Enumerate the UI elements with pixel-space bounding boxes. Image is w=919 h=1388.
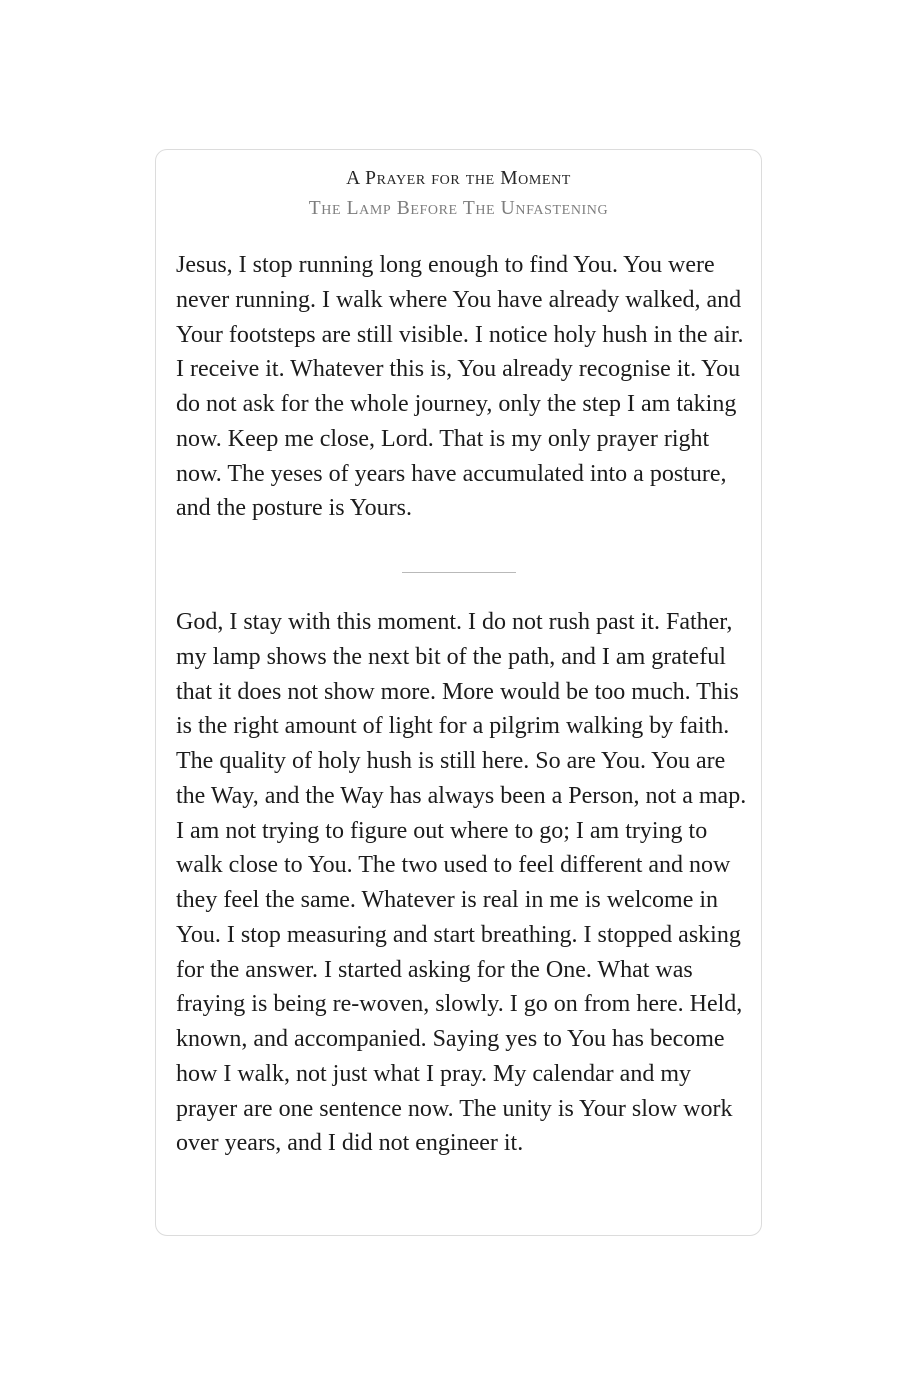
- prayer-paragraph-2: God, I stay with this moment. I do not rush past it. Father, my lamp shows the next bit of the path, and I am grateful that it does not show more. More would be too much. This is the right amount of light for a pilgrim walking by faith. The quality of holy hush is still here. So are You. You are the Way, and the Way has always been a Person, not a map. I am not trying to figure out where to go; I am trying to walk close to You. The two used to feel different and now they feel the same. Whatever is real in me is welcome in You. I stop measuring and start breathing. I stopped asking for the answer. I started asking for the One. What was fraying is being re-woven, slowly. I go on from here. Held, known, and accompanied. Saying yes to You has become how I walk, not just what I pray. My calendar and my prayer are one sentence now. The unity is Your slow work over years, and I did not engineer it.: [176, 609, 747, 1157]
- card-header: [156, 150, 761, 222]
- prayer-card: [155, 149, 762, 1236]
- prayer-paragraph-1: Jesus, I stop running long enough to find You. You were never running. I walk where You have already walked, and Your footsteps are still visible. I notice holy hush in the air. I receive it. Whatever this is, You already recognise it. You do not ask for the whole journey, only the step I am taking now. Keep me close, Lord. That is my only prayer right now. The yeses of years have accumulated into a posture, and the posture is Yours.: [176, 252, 744, 522]
- section-divider: [402, 572, 516, 573]
- prayer-title: A Prayer for the Moment: [346, 168, 571, 189]
- prayer-subtitle: The Lamp Before The Unfastening: [308, 198, 609, 219]
